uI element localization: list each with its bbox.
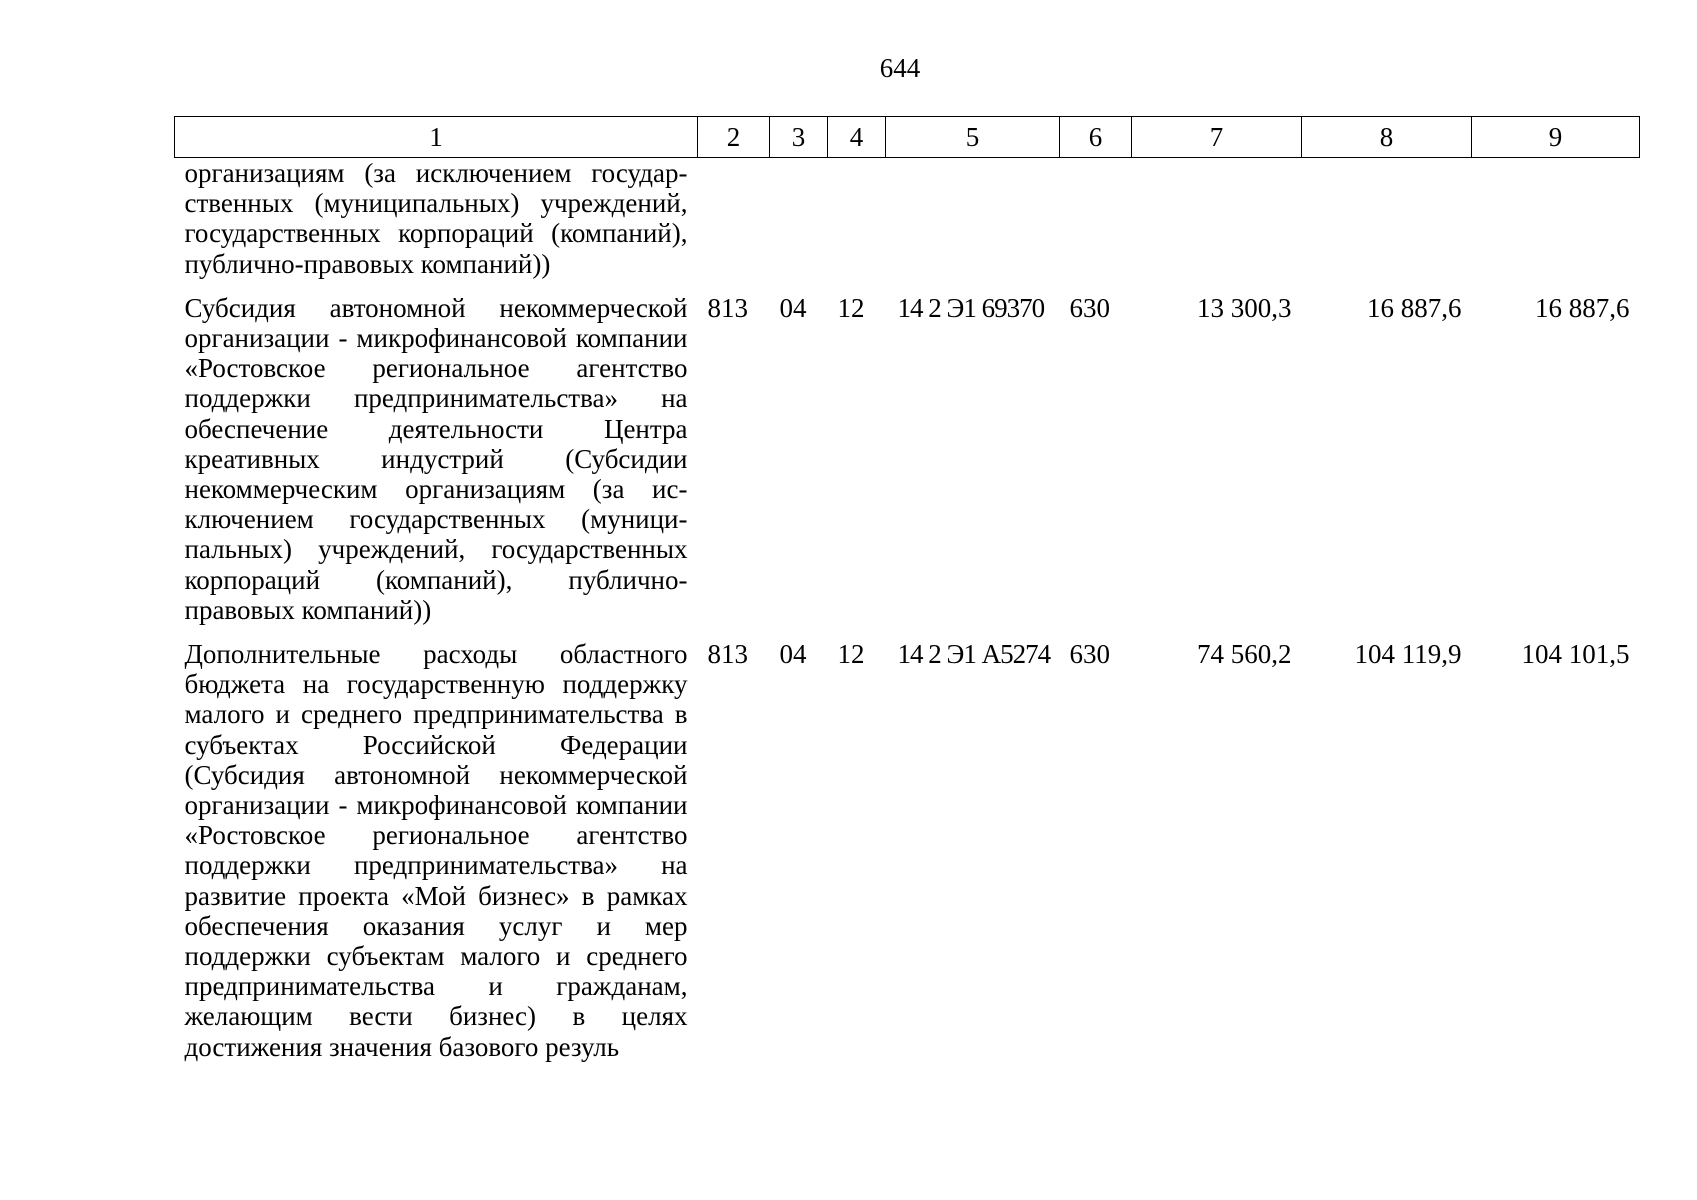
row-csr: 14 2 Э1 69370 [897, 292, 1045, 323]
column-header-5: 5 [886, 117, 1060, 158]
row-rz: 04 [779, 639, 807, 670]
row-sum-2025: 16 887,6 [1367, 292, 1462, 323]
row-sum-2025 [1302, 158, 1472, 283]
row-pr: 12 [837, 292, 865, 323]
column-header-6: 6 [1060, 117, 1132, 158]
row-csr: 14 2 Э1 А5274 [897, 639, 1051, 670]
column-header-1: 1 [175, 117, 698, 158]
row-rz [770, 158, 828, 283]
row-csr [886, 158, 1060, 283]
row-sum-2024: 13 300,3 [1197, 292, 1292, 323]
row-sum-2025: 104 119,9 [1354, 639, 1462, 670]
column-header-2: 2 [698, 117, 770, 158]
row-vr: 630 [1069, 639, 1110, 670]
row-sum-2026: 16 887,6 [1535, 292, 1630, 323]
header-row [175, 117, 1640, 158]
column-header-4: 4 [828, 117, 886, 158]
column-header-9: 9 [1472, 117, 1640, 158]
row-sum-2024 [1132, 158, 1302, 283]
row-sum-2026: 104 101,5 [1521, 639, 1630, 670]
row-ved: 813 [707, 639, 748, 670]
column-header-7: 7 [1132, 117, 1302, 158]
row-description: организациям (за исключением государственных (муниципальных) учреждений, государственных корпораций (компаний), публично-правовых компаний)) [184, 158, 688, 279]
page-number: 644 [879, 53, 921, 83]
row-sum-2024: 74 560,2 [1197, 639, 1292, 670]
row-sum-2026 [1472, 158, 1640, 283]
table-row [175, 629, 1640, 1066]
row-description: Субсидия автономной некоммерческой организации - микрофинансовой компании «Ростовское региональное агентство поддержки предпринимательства» на обеспечение деятельности Центра креативных индустрий (Субсидии некоммерческим организациям (за исключением государственных (муниципальных) учреждений, государственных корпораций (компаний), публично-правовых компаний)) [184, 292, 688, 625]
budget-table [174, 116, 1640, 1066]
row-ved [698, 158, 770, 283]
row-rz: 04 [779, 292, 807, 323]
row-ved: 813 [707, 292, 748, 323]
row-description: Дополнительные расходы областного бюджета на государственную поддержку малого и среднего предпринимательства в субъектах Российской Федерации (Субсидия автономной некоммерческой организации - микрофинансовой компании «Ростовское региональное агентство поддержки предпринимательства» на развитие проекта «Мой бизнес» в рамках обеспечения оказания услуг и мер поддержки субъектам малого и среднего предпринимательства и гражданам, желающим вести бизнес) в целях достижения значения базового резуль [184, 639, 688, 1062]
column-header-8: 8 [1302, 117, 1472, 158]
column-header-3: 3 [770, 117, 828, 158]
row-vr: 630 [1069, 292, 1110, 323]
row-pr: 12 [837, 639, 865, 670]
row-pr [828, 158, 886, 283]
table-row [175, 158, 1640, 283]
row-vr [1060, 158, 1132, 283]
table-row [175, 283, 1640, 629]
